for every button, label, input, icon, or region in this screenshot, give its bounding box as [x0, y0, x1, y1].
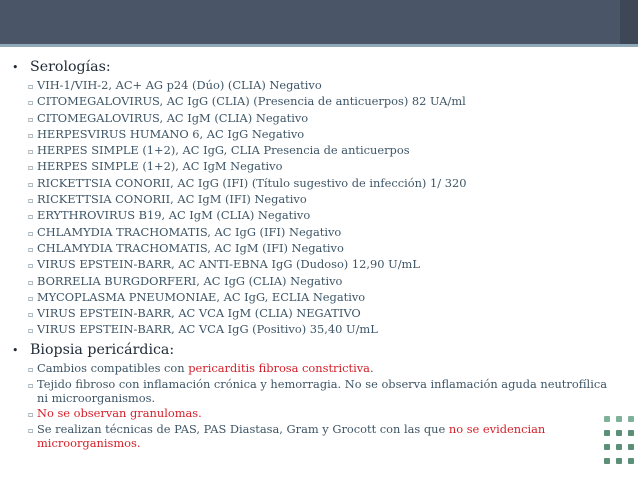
- decor-dot: [604, 430, 610, 436]
- list-item: ▫ ERYTHROVIRUS B19, AC IgM (CLIA) Negativo: [10, 208, 620, 224]
- sub-bullet-icon: ▫: [28, 381, 34, 391]
- list-item: [10, 377, 620, 406]
- bullet-icon: •: [12, 343, 19, 357]
- decor-dot: [616, 458, 622, 464]
- list-item: ▫ CITOMEGALOVIRUS, AC IgM (CLIA) Negativo: [10, 111, 620, 127]
- sub-bullet-icon: ▫: [28, 277, 34, 287]
- sub-bullet-icon: ▫: [28, 130, 34, 140]
- serology-list: [10, 78, 620, 339]
- list-item: ▫ VIRUS EPSTEIN-BARR, AC VCA IgG (Positivo) 35,40 U/mL: [10, 322, 620, 338]
- list-item: ▫ HERPES SIMPLE (1+2), AC IgG, CLIA Presencia de anticuerpos: [10, 143, 620, 159]
- section-biopsia: [10, 341, 620, 451]
- sub-bullet-icon: ▫: [28, 409, 34, 419]
- header-bar-accent: [620, 0, 638, 44]
- sub-bullet-icon: ▫: [28, 98, 34, 108]
- section-title: Biopsia pericárdica:: [30, 341, 175, 358]
- sub-bullet-icon: ▫: [28, 163, 34, 173]
- list-item: ▫ HERPESVIRUS HUMANO 6, AC IgG Negativo: [10, 127, 620, 143]
- sub-bullet-icon: ▫: [28, 293, 34, 303]
- list-item: ▫ VIH-1/VIH-2, AC+ AG p24 (Dúo) (CLIA) Negativo: [10, 78, 620, 94]
- sub-bullet-icon: ▫: [28, 244, 34, 254]
- decor-dot: [616, 416, 622, 422]
- decor-dot: [628, 444, 634, 450]
- section-title: Serologías:: [30, 59, 111, 75]
- list-item: [10, 406, 620, 422]
- highlighted-text: pericarditis fibrosa constrictiva: [188, 360, 370, 375]
- header-bar: [0, 0, 638, 44]
- list-item: ▫ RICKETTSIA CONORII, AC IgM (IFI) Negativo: [10, 192, 620, 208]
- sub-bullet-icon: ▫: [28, 82, 34, 91]
- list-item: ▫ RICKETTSIA CONORII, AC IgG (IFI) (Título sugestivo de infección) 1/ 320: [10, 176, 620, 192]
- sub-bullet-icon: ▫: [28, 212, 34, 222]
- header-accent-line: [0, 44, 638, 47]
- section-heading: [10, 58, 620, 77]
- decor-dot: [604, 458, 610, 464]
- list-item: ▫ MYCOPLASMA PNEUMONIAE, AC IgG, ECLIA Negativo: [10, 290, 620, 306]
- decorative-dot-grid: [604, 416, 636, 476]
- sub-bullet-icon: ▫: [28, 228, 34, 238]
- sub-bullet-icon: ▫: [28, 261, 34, 271]
- section-serologias: [10, 58, 620, 339]
- list-item: ▫ CHLAMYDIA TRACHOMATIS, AC IgM (IFI) Negativo: [10, 241, 620, 257]
- decor-dot: [628, 416, 634, 422]
- list-item: [10, 361, 620, 377]
- list-item: ▫ BORRELIA BURGDORFERI, AC IgG (CLIA) Negativo: [10, 274, 620, 290]
- decor-dot: [616, 444, 622, 450]
- list-item: ▫ CITOMEGALOVIRUS, AC IgG (CLIA) (Presencia de anticuerpos) 82 UA/ml: [10, 94, 620, 110]
- section-heading: [10, 341, 620, 360]
- decor-dot: [604, 416, 610, 422]
- sub-bullet-icon: ▫: [28, 364, 34, 374]
- highlighted-text: no se evidencian microorganismos.: [37, 421, 546, 451]
- sub-bullet-icon: ▫: [28, 196, 34, 206]
- list-item-text: Se realizan técnicas de PAS, PAS Diastasa, Gram y Grocott con las que no se evidencian microorganismos.: [37, 421, 546, 451]
- decor-dot: [616, 430, 622, 436]
- list-item: ▫ HERPES SIMPLE (1+2), AC IgM Negativo: [10, 159, 620, 175]
- list-item: ▫ VIRUS EPSTEIN-BARR, AC VCA IgM (CLIA) NEGATIVO: [10, 306, 620, 322]
- sub-bullet-icon: ▫: [28, 310, 34, 320]
- bullet-icon: •: [12, 61, 19, 74]
- sub-bullet-icon: ▫: [28, 326, 34, 336]
- sub-bullet-icon: ▫: [28, 179, 34, 189]
- decor-dot: [628, 458, 634, 464]
- sub-bullet-icon: ▫: [28, 425, 34, 435]
- list-item: ▫ VIRUS EPSTEIN-BARR, AC ANTI-EBNA IgG (Dudoso) 12,90 U/mL: [10, 257, 620, 273]
- decor-dot: [628, 430, 634, 436]
- list-item: ▫ CHLAMYDIA TRACHOMATIS, AC IgG (IFI) Negativo: [10, 225, 620, 241]
- list-item-text: [37, 406, 620, 420]
- sub-bullet-icon: ▫: [28, 114, 34, 124]
- biopsy-list: [10, 361, 620, 451]
- list-item: [10, 422, 620, 451]
- highlighted-text: No se observan granulomas.: [37, 405, 202, 420]
- decor-dot: [604, 444, 610, 450]
- slide-content: [10, 58, 620, 453]
- sub-bullet-icon: ▫: [28, 147, 34, 157]
- list-item-text: Tejido fibroso con inflamación crónica y hemorragia. No se observa inflamación aguda neutrofílica ni microorganismos.: [37, 377, 608, 406]
- list-item-text: Cambios compatibles con pericarditis fibrosa constrictiva.: [37, 360, 374, 375]
